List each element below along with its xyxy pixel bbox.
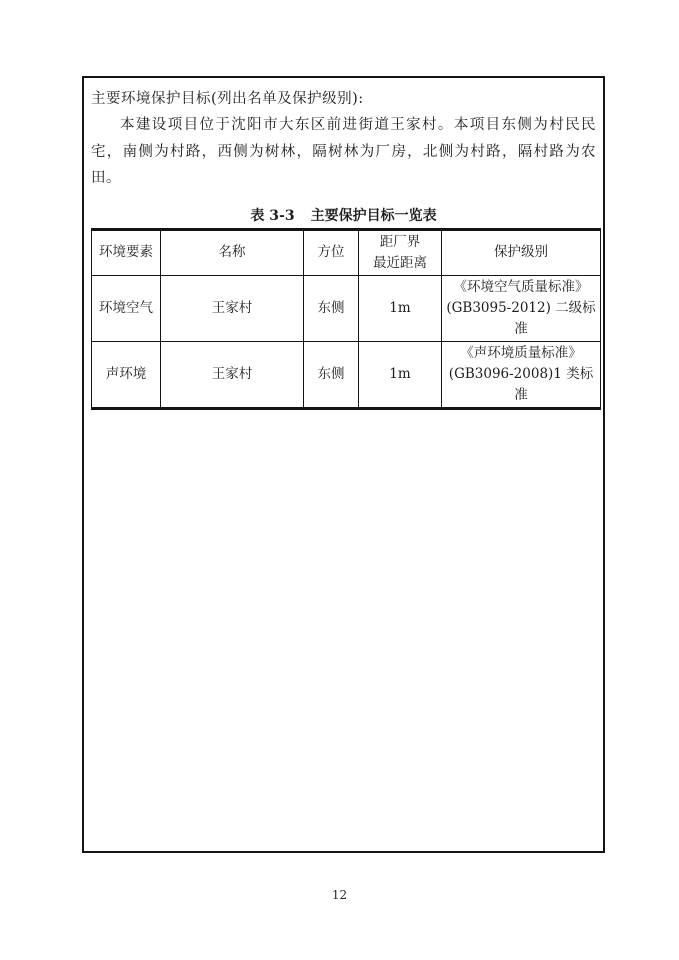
header-distance-line1: 距厂界 (379, 233, 421, 250)
cell-protection-line1: 《环境空气质量标准》 (453, 278, 589, 295)
table-row-noise (92, 341, 601, 408)
cell-element: 环境空气 (92, 275, 161, 341)
header-cell-protection: 保护级别 (442, 229, 601, 275)
cell-direction: 东侧 (304, 341, 359, 408)
location-paragraph: 本建设项目位于沈阳市大东区前进街道王家村。本项目东侧为村民民宅，南侧为村路，西侧为树林，隔树林为厂房，北侧为村路，隔村路为农田。 (91, 117, 596, 186)
cell-distance: 1m (359, 341, 442, 408)
header-cell-direction: 方位 (304, 229, 359, 275)
cell-distance: 1m (359, 275, 442, 341)
cell-direction: 东侧 (304, 275, 359, 341)
cell-name: 王家村 (161, 275, 304, 341)
header-distance-line2: 最近距离 (373, 254, 427, 271)
header-cell-name: 名称 (161, 229, 304, 275)
table-caption (91, 207, 596, 225)
cell-protection-line2: (GB3096-2008)1 类标准 (448, 365, 594, 403)
header-cell-distance (359, 229, 442, 275)
table-caption-label: 表 3-3 (250, 207, 295, 224)
section-heading: 主要环境保护目标(列出名单及保护级别): (91, 91, 364, 107)
table-header-row (92, 229, 601, 275)
table-caption-title: 主要保护目标一览表 (310, 207, 437, 224)
cell-protection-line2: (GB3095-2012) 二级标准 (446, 299, 596, 337)
protection-targets-table (91, 228, 601, 410)
cell-protection-line1: 《声环境质量标准》 (460, 344, 582, 361)
header-cell-element: 环境要素 (92, 229, 161, 275)
cell-name: 王家村 (161, 341, 304, 408)
cell-protection (442, 341, 601, 408)
page-number: 12 (331, 888, 348, 902)
cell-element: 声环境 (92, 341, 161, 408)
content-border-box (82, 76, 605, 853)
table-row-air (92, 275, 601, 341)
cell-protection (442, 275, 601, 341)
